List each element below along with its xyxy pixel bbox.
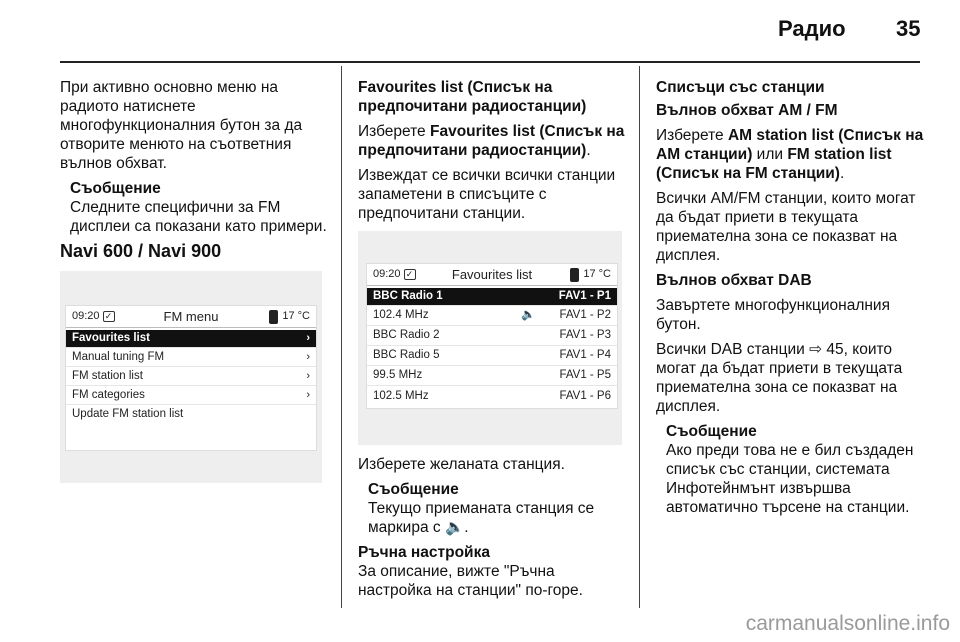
dab-rotate-text: Завъртете многофункционалния бутон.: [656, 297, 890, 333]
page-number: 35: [896, 16, 921, 41]
station-row[interactable]: [367, 346, 617, 366]
note-label: Съобщение: [368, 481, 459, 498]
preset-slot: FAV1 - P5: [559, 369, 611, 381]
intro-paragraph: При активно основно меню на радиото натиснете многофункционалния бутон за да отворите менюто на съответния вълнов обхват.: [60, 79, 303, 172]
station-name: 102.5 MHz: [373, 389, 429, 402]
menu-item-manual-tuning[interactable]: [66, 348, 316, 367]
fm-menu-figure: [60, 271, 322, 483]
page-reference-icon: ⇨: [809, 341, 827, 358]
preset-slot: FAV1 - P1: [558, 290, 611, 302]
screen-header: [66, 306, 316, 328]
preset-slot: FAV1 - P2: [559, 309, 611, 321]
chevron-right-icon: ›: [306, 388, 310, 401]
chevron-right-icon: ›: [306, 369, 310, 382]
note-label: Съобщение: [666, 423, 757, 440]
note-text-body: Текущо приеманата станция се маркира с: [368, 500, 595, 536]
fm-list-item: FM station list (Списък на FM станции): [656, 146, 892, 182]
dab-desc-prefix: Всички DAB станции: [656, 341, 810, 358]
station-name: 99.5 MHz: [373, 369, 423, 381]
menu-item-categories[interactable]: [66, 386, 316, 405]
right-column: [656, 78, 928, 523]
navi-heading: Navi 600 / Navi 900: [60, 241, 222, 261]
am-fm-description: Всички AM/FM станции, които могат да бъдат приети в текущата приемателна зона се показват на дисплея.: [656, 190, 916, 264]
middle-column: [358, 78, 628, 606]
select-am-fm-paragraph: [656, 126, 928, 183]
menu-item-station-list[interactable]: [66, 367, 316, 386]
fm-menu-screen: [65, 305, 317, 451]
menu-item-favourites[interactable]: [66, 330, 316, 348]
temperature-display: [269, 307, 310, 326]
select-suffix: .: [839, 165, 845, 182]
header-divider: [60, 61, 920, 63]
select-station-text: Изберете желаната станция.: [358, 456, 565, 473]
note-text: Текущо приеманата станция се маркира с 🔈.: [368, 500, 595, 536]
check-icon: ✓: [404, 269, 416, 280]
station-row[interactable]: [367, 288, 617, 306]
section-title: Радио: [778, 16, 846, 41]
clock-text: 09:20: [373, 268, 401, 280]
menu-item-label: Update FM station list: [72, 408, 184, 420]
clock-text: 09:20: [72, 310, 100, 322]
station-row[interactable]: [367, 386, 617, 406]
note-block: [60, 179, 330, 236]
station-name: BBC Radio 5: [373, 349, 440, 361]
note-label: Съобщение: [70, 180, 161, 197]
left-column: [60, 78, 330, 483]
temperature-text: 17 °C: [583, 268, 611, 280]
screen-title: Favourites list: [451, 267, 533, 282]
favourites-description: Извеждат се всички всички станции запаметени в списъците с предпочитани станции.: [358, 167, 616, 222]
manual-tuning-heading: Ръчна настройка: [358, 544, 490, 561]
select-favourites-paragraph: [358, 122, 628, 160]
station-name: 102.4 MHz: [373, 309, 429, 321]
check-icon: ✓: [103, 311, 115, 322]
watermark: carmanualsonline.info: [745, 612, 950, 635]
speaker-icon: 🔈: [444, 519, 465, 536]
page-reference: 45: [826, 341, 844, 358]
station-row[interactable]: [367, 326, 617, 346]
screen-header: [367, 264, 617, 286]
screen-title: FM menu: [163, 309, 219, 324]
preset-slot: FAV1 - P3: [559, 329, 611, 341]
note-text: Ако преди това не е бил създаден списък със станции, системата Инфотейнмънт извършва автоматично търсене на станции.: [666, 442, 914, 516]
dab-desc-suffix: , които могат да бъдат приети в текущата приемателна зона се показват на дисплея.: [656, 341, 903, 415]
note-block: [656, 422, 928, 517]
column-divider-2: [639, 66, 640, 608]
am-list-item: AM station list (Списък на AM станции): [656, 127, 924, 163]
menu-item-label: Manual tuning FM: [72, 350, 165, 363]
menu-item-label: FM station list: [72, 369, 143, 382]
chevron-right-icon: ›: [306, 350, 310, 363]
station-lists-heading: Списъци със станции: [656, 79, 825, 96]
dab-description: [656, 340, 928, 416]
temperature-text: 17 °C: [282, 310, 310, 322]
temperature-display: [570, 265, 611, 284]
favourites-heading: Favourites list (Списък на предпочитани радиостанции): [358, 79, 587, 115]
select-prefix: Изберете: [656, 127, 728, 144]
chevron-right-icon: ›: [306, 332, 310, 344]
speaker-icon: 🔈: [521, 309, 536, 321]
am-fm-heading: Вълнов обхват AM / FM: [656, 102, 838, 119]
menu-item-label: FM categories: [72, 388, 145, 401]
station-row[interactable]: [367, 306, 617, 326]
select-suffix: .: [586, 142, 591, 159]
station-name: BBC Radio 1: [373, 290, 443, 302]
menu-item-update-list[interactable]: [66, 405, 316, 424]
station-row[interactable]: [367, 366, 617, 386]
menu-item-label: Favourites list: [72, 332, 150, 344]
select-item: Favourites list (Списък на предпочитани радиостанции): [358, 123, 625, 159]
preset-slot: FAV1 - P4: [559, 349, 611, 361]
dab-heading: Вълнов обхват DAB: [656, 272, 812, 289]
thermometer-icon: [269, 310, 278, 324]
thermometer-icon: [570, 268, 579, 282]
manual-tuning-text: За описание, вижте "Ръчна настройка на станции" по-горе.: [358, 563, 583, 599]
favourites-screen: [366, 263, 618, 409]
select-or: или: [752, 146, 788, 163]
note-block: [358, 480, 628, 537]
select-prefix: Изберете: [358, 123, 430, 140]
note-text: Следните специфични за FM дисплеи са показани като примери.: [70, 199, 327, 235]
station-name: BBC Radio 2: [373, 329, 440, 341]
favourites-figure: [358, 231, 622, 445]
column-divider-1: [341, 66, 342, 608]
preset-slot: FAV1 - P6: [559, 389, 611, 402]
